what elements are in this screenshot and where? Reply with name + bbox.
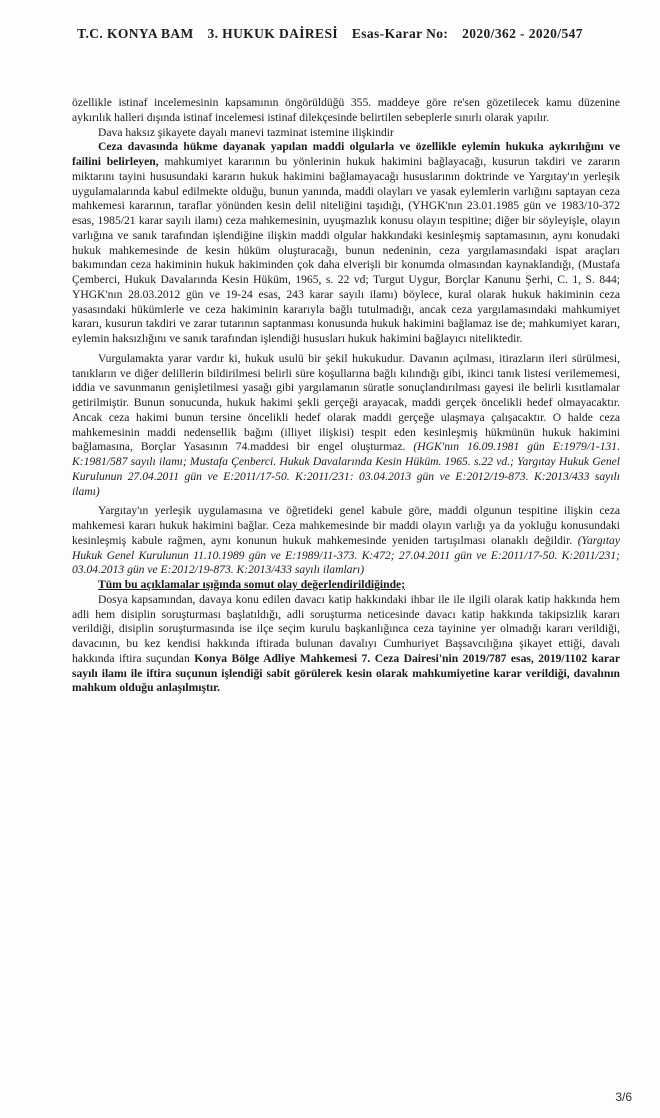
- paragraph-scope: özellikle istinaf incelemesinin kapsamının öngörüldüğü 355. maddeye göre re'sen gözetilecek kamu düzenine aykırılık halleri dışında istinaf incelemesi istinaf dilekçesinde belirtilen sebeplerle sınırlı olarak yapılır.: [72, 96, 620, 124]
- bold-verdict-text: Konya Bölge Adliye Mahkemesi 7. Ceza Dairesi'nin 2019/787 esas, 2019/1102 karar sayılı ilamı ile iftira suçunun işlendiği sabit görülerek kesin olarak mahkumiyetine karar verildiği, davalının mahkum olduğu anlaşılmıştır.: [72, 651, 621, 695]
- document-body: [72, 96, 620, 696]
- bold-lead-text: Ceza davasında hükme dayanak yapılan maddi olgularla ve özellikle eylemin hukuka aykırılığını ve failini belirleyen,: [72, 140, 620, 168]
- paragraph-text: Dosya kapsamından, davaya konu edilen davacı katip hakkındaki ihbar ile ile ilgili olarak katip hakkında hem adli hem disiplin soruşturması başlatıldığı, adli soruşturma neticesinde davacı katip hakkında takipsizlik kararı verildiği, disiplin soruşturmasında ise ilçe seçim kurulu başkanlığınca ceza tayinine yer olmadığı kararı verildiği, davacının, bu kez kendisi hakkında iftirada bulunan davalıyı Cumhuriyet Başsavcılığına şikayet ettiği, davalı hakkında iftira suçundan: [72, 592, 620, 665]
- paragraph-facts: [72, 593, 620, 696]
- case-number: 2020/362 - 2020/547: [462, 26, 583, 41]
- paragraph-procedure: [72, 352, 620, 500]
- paragraph-text: mahkumiyet kararının bu yönlerinin hukuk hakimini bağlayacağı, kusurun takdiri ve zararın miktarını tayini hususundaki kararın hukuk hakimini bağlamayacağı hususlarının doktrinde ve Yargıtay'ın yerleşik uygulamalarında kabul edilmekte olduğu, bunun yanında, maddi olayları ve yasak eylemlerin varlığını saptayan ceza mahkemesi kararının, taraflar yönünden kesin delil niteliğini taşıdığı, (YHGK'nın 23.01.1985 gün ve 1983/10-372 esas, 1985/21 karar sayılı ilamı) ceza mahkemesinin, uyuşmazlık konusu olayın tespitine; diğer bir söyleyişle, olayın varlığına ve sanık tarafından işlendiğine ilişkin maddi olgular hakkındaki kesinleşmiş saptamasının, aynı konudaki hukuk mahkemesinde de kesin hüküm oluşturacağı, bunun nedeninin, ceza yargılamasındaki ispat araçları bakımından ceza hakiminin hukuk hakiminden çok daha elverişli bir konumda olmasından kaynaklandığı, (Mustafa Çemberci, Hukuk Davalarında Kesin Hüküm, 1965, s. 22 vd; Turgut Uygur, Borçlar Kanunu Şerhi, C. 1, S. 844; YHGK'nın 28.03.2012 gün ve 19-24 esas, 243 karar sayılı ilamı) böylece, kural olarak hukuk hakiminin ceza yasasındaki hükümlerle ve ceza hakiminin kararıyla bağlı tutulmadığı, ancak ceza yargılamasındaki mahkumiyet kararı, kusurun takdiri ve zarar tutarının saptanması konusunda hukuk hakimini bağlamaz ise de; mahkumiyet kararı, eylemin haksızlığını ve sanık tarafından işlendiği hususları hukuk hakimini bağlayıcı niteliktedir.: [72, 155, 620, 345]
- italic-citation: (HGK'nın 16.09.1981 gün E:1979/1-131. K:1981/587 sayılı ilamı; Mustafa Çenberci. Hukuk Davalarında Kesin Hüküm. 1965. s.22 vd.; Yargıtay Hukuk Genel Kurulunun 27.04.2011 gün ve E:2011/17-50. K:2011/231: 03.04.2013 gün ve E:2012/19-873. K:2013/433 sayılı ilamı): [72, 440, 620, 498]
- paragraph-text: Yargıtay'ın yerleşik uygulamasına ve öğretideki genel kabule göre, maddi olgunun tespitine ilişkin ceza mahkemesi kararı hukuk hakimini bağlar. Ceza mahkemesinde bir maddi olayın varlığı ya da yokluğu konusundaki kesinleşmiş kabule rağmen, aynı konunun hukuk mahkemesinde yeniden tartışılması olanaklı değildir.: [72, 504, 620, 547]
- paragraph-text: Vurgulamakta yarar vardır ki, hukuk usulü bir şekil hukukudur. Davanın açılması, itirazların ileri sürülmesi, tanıkların ve diğer delillerin bildirilmesi belirli süre koşullarına bağlı kılındığı gibi, ikinci tanık listesi verilememesi, iddia ve savunmanın genişletilmesi yasağı gibi yargılamanın süratle sonuçlandırılması gayesi ile belirli kısıtlamalar getirilmiştir. Bunun sonucunda, hukuk hakimi şekli gerçeği arayacak, maddi gerçek öncelikli hedef olmayacaktır. Ancak ceza hakimi bunun tersine öncelikli hedef olarak maddi gerçeğe ulaşmaya çalışacaktır. O halde ceza mahkemesinin maddi nedensellik bağını (illiyet ilişkisi) tespit eden kesinleşmiş hükmünün hukuk hakimini bağlamasına, Borçlar Yasasının 74.maddesi bir engel oluşturmaz.: [72, 351, 620, 454]
- paragraph-claim: Dava haksız şikayete dayalı manevi tazminat istemine ilişkindir: [98, 125, 394, 139]
- chamber-name: 3. HUKUK DAİRESİ: [207, 26, 339, 41]
- case-label: Esas-Karar No:: [351, 26, 449, 41]
- court-name: T.C. KONYA BAM: [77, 26, 194, 41]
- italic-citation: (Yargıtay Hukuk Genel Kurulunun 11.10.1989 gün ve E:1989/11-373. K:472; 27.04.2011 gün ve E:2011/17-50. K:2011/231; 03.04.2013 gün ve E:2012/19-873. K:2013/433 sayılı ilamları): [72, 533, 620, 577]
- section-heading: [72, 578, 620, 593]
- page-header: [0, 26, 660, 42]
- underlined-heading: Tüm bu açıklamalar ışığında somut olay değerlendirildiğinde;: [98, 578, 406, 591]
- paragraph-binding-effect: [72, 140, 620, 347]
- page-number: 3/6: [615, 1090, 632, 1104]
- paragraph-yargitay: [72, 504, 620, 578]
